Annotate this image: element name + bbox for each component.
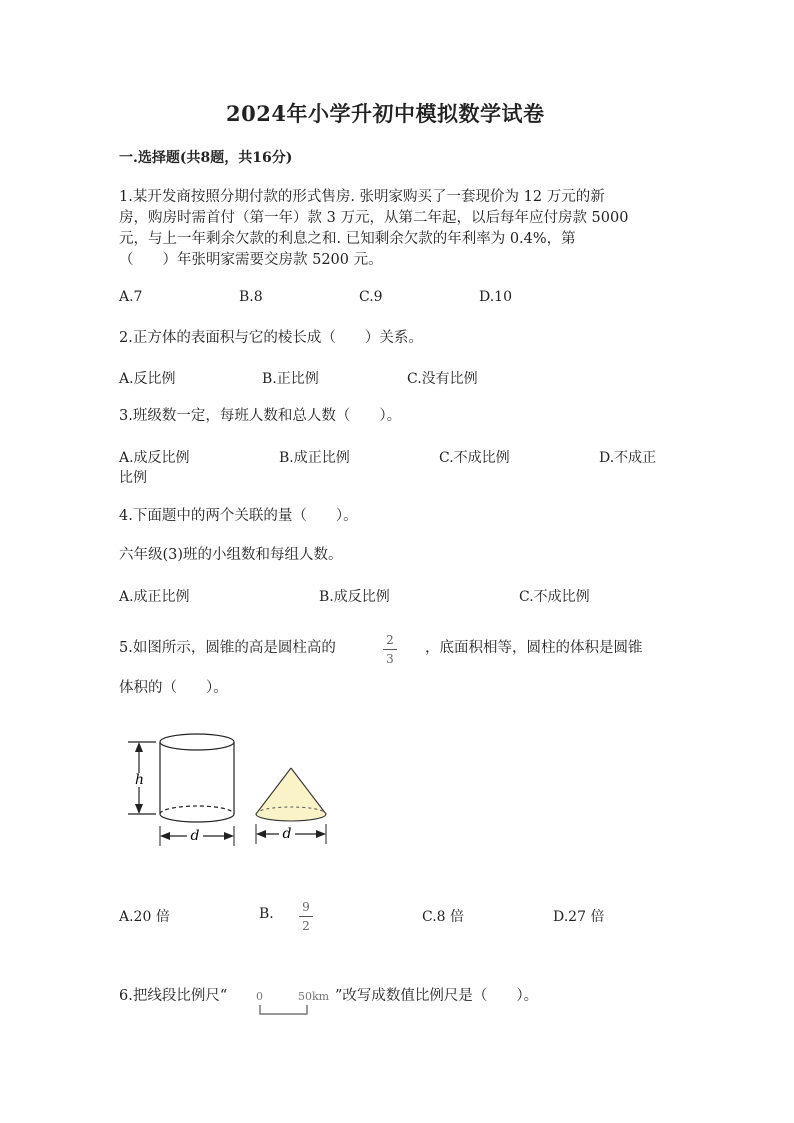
scale-zero-label: 0 — [256, 990, 263, 1003]
section-heading: 一.选择题(共8题，共16分) — [119, 150, 293, 166]
q3-option-d[interactable]: D.不成正 — [599, 450, 657, 466]
q3-option-c[interactable]: C.不成比例 — [439, 450, 510, 466]
cone-diameter-label: d — [282, 826, 292, 842]
q5-line-2: 体积的（ ）。 — [119, 680, 228, 696]
q1-option-b[interactable]: B.8 — [239, 289, 263, 305]
q1-line-1: 1.某开发商按照分期付款的形式售房. 张明家购买了一套现价为 12 万元的新 — [119, 189, 605, 205]
line-scale-figure — [250, 984, 334, 1020]
q4-option-b[interactable]: B.成反比例 — [319, 589, 390, 605]
q5-option-b-numerator: 9 — [302, 900, 310, 914]
q6-text-after: ”改写成数值比例尺是（ ）。 — [335, 988, 539, 1004]
q5-fraction-numerator: 2 — [386, 633, 394, 647]
q2-text: 2.正方体的表面积与它的棱长成（ ）关系。 — [119, 330, 423, 346]
q5-fraction — [383, 633, 397, 666]
height-label: h — [134, 772, 145, 788]
cylinder-diameter-label: d — [190, 828, 200, 844]
q4-subtext: 六年级(3)班的小组数和每组人数。 — [119, 547, 343, 563]
q5-text-before: 5.如图所示，圆锥的高是圆柱高的 — [119, 640, 336, 656]
q5-option-b-fraction — [299, 900, 313, 933]
q5-option-b-denominator: 2 — [302, 919, 310, 933]
q4-text: 4.下面题中的两个关联的量（ ）。 — [119, 508, 358, 524]
q1-line-2: 房，购房时需首付（第一年）款 3 万元，从第二年起，以后每年应付房款 5000 — [119, 210, 629, 226]
q5-option-d[interactable]: D.27 倍 — [553, 909, 605, 925]
q2-option-c[interactable]: C.没有比例 — [407, 371, 478, 387]
scale-end-label: 50km — [298, 990, 330, 1003]
q5-option-c[interactable]: C.8 倍 — [422, 909, 465, 925]
q5-fraction-denominator: 3 — [386, 652, 394, 666]
q2-option-a[interactable]: A.反比例 — [119, 371, 176, 387]
cylinder-cone-figure — [126, 730, 336, 850]
q1-line-4: （ ）年张明家需要交房款 5200 元。 — [119, 252, 383, 268]
q3-option-b[interactable]: B.成正比例 — [279, 450, 350, 466]
q2-option-b[interactable]: B.正比例 — [262, 371, 319, 387]
q1-option-d[interactable]: D.10 — [479, 289, 512, 305]
q5-option-b[interactable]: B. — [259, 906, 274, 922]
q3-text: 3.班级数一定，每班人数和总人数（ ）。 — [119, 408, 402, 424]
q1-line-3: 元，与上一年剩余欠款的利息之和. 已知剩余欠款的年利率为 0.4%，第 — [119, 231, 576, 247]
q4-option-c[interactable]: C.不成比例 — [519, 589, 590, 605]
q1-option-a[interactable]: A.7 — [119, 289, 143, 305]
q1-option-c[interactable]: C.9 — [359, 289, 383, 305]
q4-option-a[interactable]: A.成正比例 — [119, 589, 190, 605]
q5-option-a[interactable]: A.20 倍 — [119, 909, 170, 925]
page-title: 2024年小学升初中模拟数学试卷 — [226, 101, 545, 126]
q5-text-after: ，底面积相等，圆柱的体积是圆锥 — [425, 640, 643, 656]
q3-option-d-wrap: 比例 — [119, 470, 147, 486]
q6-text-before: 6.把线段比例尺“ — [119, 988, 228, 1004]
q3-option-a[interactable]: A.成反比例 — [119, 450, 190, 466]
